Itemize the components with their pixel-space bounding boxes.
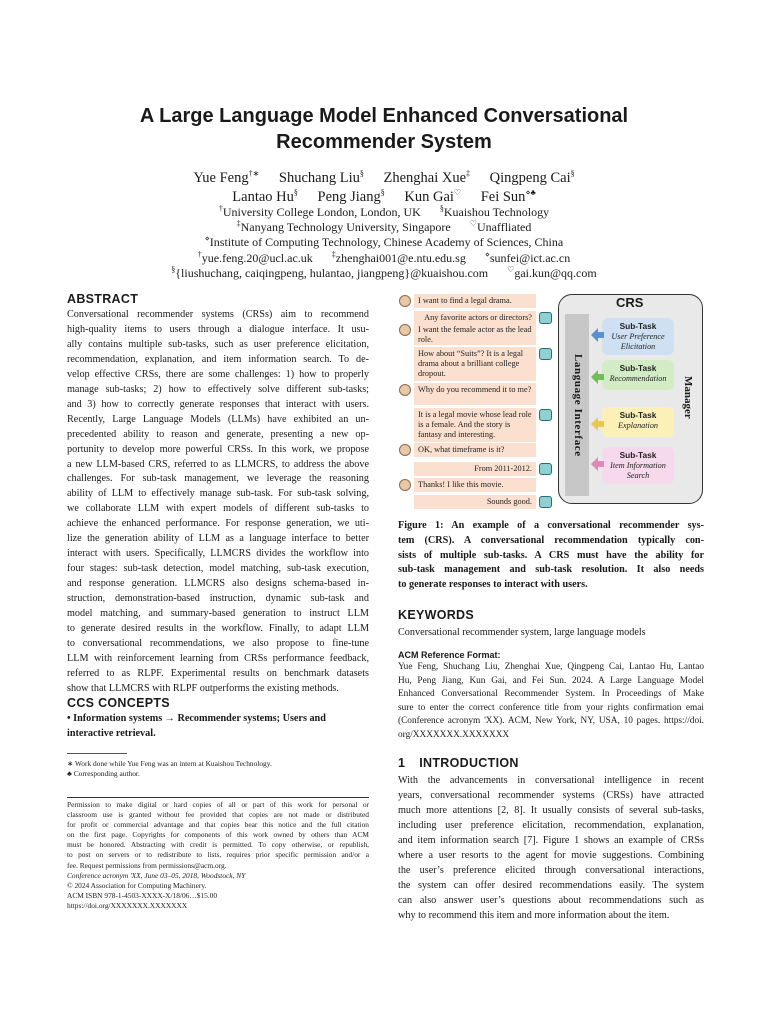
keywords-heading: KEYWORDS [398,608,475,622]
user-message: Thanks! I like this movie. [414,478,536,492]
author: Fei Sun⋄♣ [480,188,536,205]
figure-1 [398,292,708,510]
intro-line: where a user resorts to the agent for movie suggestions. Combining [398,849,704,861]
permission-line: fee. Request permissions from permissions@acm.org. [67,860,227,870]
author-line-2 [60,187,708,207]
abstract-line: LLM with reinforcement learning from CRSs performance feedback, [67,652,369,664]
acm-ref-line: Hu, Peng Jiang, Kun Gai, and Fei Sun. 2024. A Large Language Model [398,675,704,686]
abstract-line: Recently, Large Language Models (LLMs) have exhibited an un- [67,413,369,425]
ccs-concepts: • Information systems → Recommender systems; Users and interactive retrieval. [67,713,326,739]
abstract-line: lize the generation ability of LLM as a language interface to better [67,533,369,545]
permission-line: for profit or commercial advantage and that copies bear this notice and the full citation [67,820,369,830]
acm-ref-line: org/XXXXXXX.XXXXXXX [398,729,510,740]
manager-label: Manager [682,376,694,419]
footnote: ∗ Work done while Yue Feng was an intern at Kuaishou Technology. [67,759,272,768]
bot-message: Any favorite actors or directors? [414,311,536,323]
subtask-title: Sub-Task [619,363,657,373]
user-avatar-icon [399,444,411,456]
subtask-box [602,447,674,484]
arrow-left-icon [591,417,604,431]
footnotes [67,759,369,779]
subtask-name: Item Information Search [610,461,666,480]
permission-line: must be honored. Abstracting with credit is permitted. To copy otherwise, or republish, [67,840,369,850]
abstract-line: struction, demonstration-based instruction, dynamic sub-task and [67,593,369,605]
footnote: ♣ Corresponding author. [67,769,140,778]
user-avatar-icon [399,324,411,336]
abstract-line: high-quality items to users through a dialogue interface. It usu- [67,323,369,335]
acm-ref-body [398,661,704,742]
author: Shuchang Liu§ [278,169,364,186]
permission-line: Conference acronym 'XX, June 03–05, 2018, Woodstock, NY [67,870,246,880]
bot-avatar-icon [539,348,552,360]
acm-ref-line: (Conference acronym 'XX). ACM, New York, NY, USA, 10 pages. https://doi. [398,716,704,726]
email[interactable]: §{liushuchang, caiqingpeng, hulantao, jiangpeng}@kuaishou.com [171,265,489,280]
affiliation: ⋄Institute of Computing Technology, Chinese Academy of Sciences, China [204,234,564,249]
user-message: I want the female actor as the lead role. [414,323,536,345]
intro-line: can also answer user’s questions about recommendations such as [398,894,704,906]
email[interactable]: ‡zhenghai001@e.ntu.edu.sg [331,250,466,265]
author: Qingpeng Cai§ [489,169,575,186]
abstract-heading: ABSTRACT [67,292,139,306]
title-line-2: Recommender System [276,131,492,153]
crs-label: CRS [616,295,644,310]
subtask-name: Explanation [617,421,659,430]
acm-ref-line: sure to enter the correct conference title from your rights confirmation emai [398,702,704,713]
author-line-1 [60,168,708,188]
bot-avatar-icon [539,409,552,421]
abstract-line: and response generation. LLMCRS also designs schema-based in- [67,578,369,590]
abstract-line: to generate desired results in the workflow. Finally, to adapt LLM [67,623,369,635]
abstract-line: a new LLM-based CRS, referred to as LLMCRS, to address the above [67,458,369,470]
author: Yue Feng†∗ [193,169,260,186]
arrow-left-icon [591,328,604,342]
user-message: Why do you recommend it to me? [414,383,536,405]
intro-line: including user preference elicitation, recommendation, explanation, [398,819,704,831]
permission-line: https://doi.org/XXXXXXX.XXXXXXX [67,900,188,910]
caption-line: tem (CRS). A conversational recommendation typically con- [398,534,704,546]
abstract-line: portunity to develop more powerful CRSs. In this work, we propose [67,443,369,455]
acm-ref-line: Yue Feng, Shuchang Liu, Zhenghai Xue, Qingpeng Cai, Lantao Hu, Lantao [398,662,704,672]
bot-message: Sounds good. [414,495,536,509]
arrow-left-icon [591,370,604,384]
subtask-name: User Preference Elicitation [611,332,665,351]
affiliation-line-1 [60,205,708,221]
bot-message: It is a legal movie whose lead role is a female. And the story is fantasy and interesting. [414,408,536,442]
subtask-title: Sub-Task [619,410,657,420]
abstract-line: manage sub-tasks; 2) how to effectively solve different sub-tasks; [67,383,369,395]
paper-title [60,103,708,155]
user-avatar-icon [399,384,411,396]
permission-line: classroom use is granted without fee provided that copies are not made or distributed [67,810,369,820]
bot-avatar-icon [539,496,552,508]
subtask-title: Sub-Task [619,450,657,460]
intro-line: years, conversational recommender systems (CRSs) have attracted [398,789,704,801]
permission-line: to post on servers or to redistribute to lists, requires prior specific permission and/or a [67,850,369,860]
caption-line: Figure 1: An example of a conversational recommender sys- [398,520,704,531]
intro-line: the system can offer desired recommendations easily. The system [398,879,704,891]
intro-line: much more attentions [2, 8]. It usually consists of several sub-tasks, [398,804,704,816]
subtask-box [602,318,674,355]
abstract-line: referred to as RLPF. Experimental results on benchmark datasets [67,667,369,679]
subtask-box [602,360,674,390]
author: Kun Gai♡ [404,188,462,205]
subtask-title: Sub-Task [619,321,657,331]
intro-body [398,774,704,924]
user-message: I want to find a legal drama. [414,294,536,308]
ccs-heading: CCS CONCEPTS [67,696,170,710]
abstract-line: we collaborate LLM with expert models of different sub-tasks to [67,503,369,515]
subtask-name: Recommendation [609,374,667,383]
arrow-left-icon [591,457,604,471]
section-title: INTRODUCTION [419,756,519,770]
author: Lantao Hu§ [232,188,298,205]
email[interactable]: ⋄sunfei@ict.ac.cn [484,250,571,265]
intro-line: the user’s preference elicited through conversational interactions, [398,864,704,876]
bot-message: How about “Suits”? It is a legal drama about a brilliant college dropout. [414,347,536,381]
abstract-line: challenges. For sub-task management, we leverage the reasoning [67,473,369,485]
caption-line: sists of multiple sub-tasks. A CRS must have the ability for [398,549,704,561]
user-avatar-icon [399,295,411,307]
permission-line: © 2024 Association for Computing Machinery. [67,880,207,890]
intro-line: With the advancements in conversational intelligence in recent [398,775,704,786]
bot-avatar-icon [539,463,552,475]
bot-message: From 2011-2012. [414,462,536,476]
abstract-line: ally contains multiple sub-tasks, such as user preference elicitation, [67,338,369,350]
figure-caption [398,519,704,593]
email[interactable]: ♡gai.kun@qq.com [507,265,597,280]
abstract-line: to conversational recommendations, we also propose to fine-tune [67,637,369,649]
intro-line: why to recommend this item and more information about the item. [398,909,670,921]
abstract-line: model matching, and summary-based generation to instruct LLM [67,608,369,620]
affiliation: †University College London, London, UK [218,204,421,219]
affiliation: §Kuaishou Technology [439,204,550,219]
abstract-line: recommendation, explanation, and item information search. To de- [67,353,369,365]
section-number: 1 [398,756,406,770]
affiliation-line-3 [60,235,708,251]
author: Peng Jiang§ [317,188,385,205]
affiliation: ♡Unaffliated [469,219,532,234]
intro-line: and item information search [7]. Figure 1 shows an example of CRSs [398,834,704,846]
affiliation-line-2 [60,220,708,236]
abstract-line: four stages: sub-task detection, model matching, sub-task execution, [67,563,369,575]
subtask-box [602,407,674,437]
abstract-line: ability of LLM to effectively manage sub-task. For sub-task solving, [67,488,369,500]
author: Zhenghai Xue‡ [383,169,471,186]
email[interactable]: †yue.feng.20@ucl.ac.uk [197,250,313,265]
acm-ref-line: Enhanced Conversational Recommender System. In Proceedings of Make [398,689,704,699]
permission-line: on the first page. Copyrights for components of this work owned by others than ACM [67,830,369,840]
email-line-2 [60,266,708,282]
email-line-1 [60,251,708,267]
intro-heading [398,756,519,770]
abstract-line: velop effective CRSs, there are some challenges: 1) how to properly [67,368,369,380]
permission-rule [67,797,369,798]
abstract-line: and 3) how to correctly generate responses that interact with users. [67,398,369,410]
permission-line: ACM ISBN 978-1-4503-XXXX-X/18/06…$15.00 [67,890,218,900]
acm-ref-heading: ACM Reference Format: [398,650,501,660]
footnote-rule [67,753,127,754]
bot-avatar-icon [539,312,552,324]
abstract-line: achieve the enhanced performance. For response generation, we uti- [67,518,369,530]
keywords-text: Conversational recommender system, large language models [398,627,646,638]
abstract-line: show that LLMCRS with RLPF outperforms the existing methods. [67,682,339,694]
permission-block [67,800,369,911]
abstract-line: Conversational recommender systems (CRSs) aim to recommend [67,309,369,320]
user-message: OK, what timeframe is it? [414,443,536,457]
abstract-body [67,308,369,697]
caption-line: to generate responses to interact with users. [398,579,588,591]
title-line-1: A Large Language Model Enhanced Conversational [139,105,629,127]
user-avatar-icon [399,479,411,491]
abstract-line: interact with users. Specifically, LLMCRS divides the workflow into [67,548,369,560]
language-interface-label: Language Interface [572,354,584,457]
caption-line: sub-task management and sub-task resolution. It also needs [398,564,704,576]
affiliation: ‡Nanyang Technology University, Singapore [236,219,451,234]
abstract-line: precedented ability to reason and generate, presenting a new op- [67,428,369,440]
permission-line: Permission to make digital or hard copies of all or part of this work for personal or [67,800,369,809]
